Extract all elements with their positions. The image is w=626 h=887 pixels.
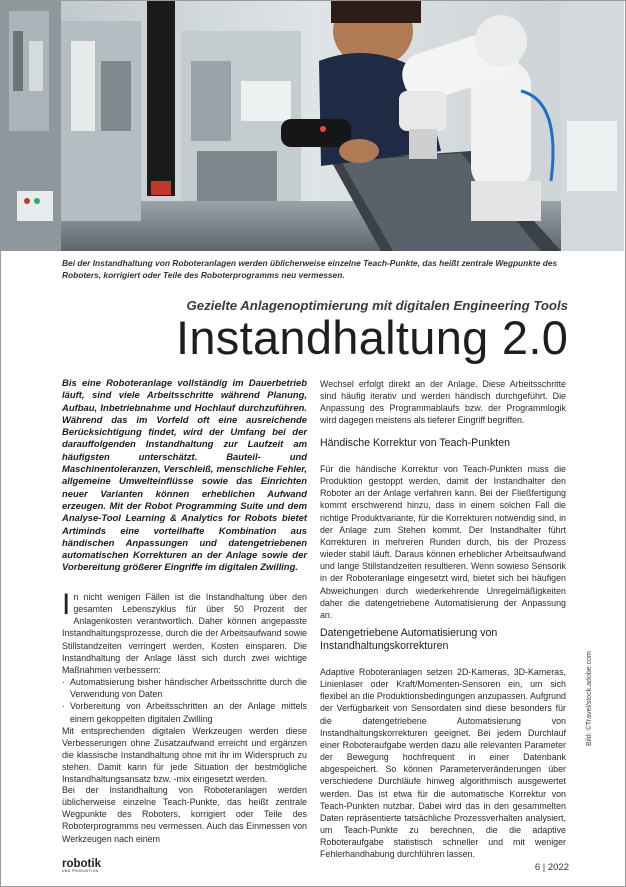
list-item: · Automatisierung bisher händischer Arbeitsschritte durch die Verwendung von Daten (62, 676, 307, 700)
image-credit: Bild: ©Travel/stock.adobe.com (586, 651, 593, 746)
right-top-paragraph: Wechsel erfolgt direkt an der Anlage. Diese Arbeitsschritte sind häufig iterativ und werden händisch durchgeführt. Die Anpassung des Programmablaufs bzw. der Programmlogik wird dagegen meistens als tieferer Eingriff begriffen. (320, 379, 566, 426)
drop-cap: I (62, 588, 71, 621)
magazine-logo (62, 859, 101, 874)
section-heading: Datengetriebene Automatisierung von Instandhaltungskorrekturen (320, 627, 498, 652)
logo-subtext: UND PRODUKTION (62, 869, 99, 873)
intro-text: n nicht wenigen Fällen ist die Instandhaltung über den gesamten Lebenszyklus für über 50 Prozent der Anlagenkosten verantwortlich. Daher können angepasste Instandhaltungsprozesse, durch die der Arbeitsaufwand sowie Stillstandzeiten verringert werden, Kosten einsparen. Die Instandhaltung der Anlage lässt sich durch zwei wichtige Maßnahmen verbessern: (62, 592, 307, 675)
list-item: · Vorbereitung von Arbeitsschritten an der Anlage mittels einem gekoppelten digitalen Zwilling (62, 700, 307, 724)
article-headline: Instandhaltung 2.0 (176, 311, 569, 364)
hero-illustration (1, 1, 624, 251)
section-heading: Händische Korrektur von Teach-Punkten (320, 437, 511, 449)
page-number: 6 | 2022 (534, 862, 569, 873)
logo-text: robotik (62, 858, 101, 870)
intro-after-text: Mit entsprechenden digitalen Werkzeugen werden diese Verbesserungen ohne Zusatzaufwand erreicht und ergänzen die klassische Instandhaltung ohne mit ihr im Widerspruch zu stehen. Damit kann für jede Situation der bestmögliche Instandhaltungsansatz bzw. -mix eingesetzt werden. (62, 725, 307, 785)
photo-caption: Bei der Instandhaltung von Roboteranlagen werden üblicherweise einzelne Teach-Punkte, das heißt zentrale Wegpunkte des Roboters, korrigiert oder Teile des Roboterprogramms neu vermessen. (62, 258, 558, 280)
article-kicker: Gezielte Anlagenoptimierung mit digitalen Engineering Tools (186, 298, 568, 313)
intro-paragraph (62, 588, 307, 786)
article-lead: Bis eine Roboteranlage vollständig im Dauerbetrieb läuft, sind viele Arbeitsschritte während Planung, Aufbau, Inbetriebnahme und Hochlauf durchzuführen. Während das im Vorfeld oft eine ausreichende Berücksichtigung findet, wird der Umfang bei der darauffolgenden Instandhaltung zur Laufzeit am häufigsten unterschätzt. Bauteil- und Maschinentoleranzen, Verschleiß, menschliche Fehler, allgemeine Umwelteinflüsse sowie das Einrichten neuer Varianten können erheblichen Aufwand erzeugen. Mit der Robot Programming Suite und dem Analyse-Tool Learning & Analytics for Robots bietet Artiminds eine vorteilhafte Kombination aus händischen Anpassungen und datengetriebenen automatischen Korrekturen an der Anlage sowie der Vorbereitung größerer Eingriffe im digitalen Zwilling. (62, 378, 307, 574)
left-bottom-paragraph: Bei der Instandhaltung von Roboteranlagen werden üblicherweise einzelne Teach-Punkte, das heißt zentrale Wegpunkte des Roboters, korrigiert oder Teile des Roboterprogramms neu vermessen. Auch das Einmessen von Werkzeugen nach einem (62, 785, 307, 844)
section-text: Adaptive Roboteranlagen setzen 2D-Kameras, 3D-Kameras, Linienlaser oder Kraft/Momenten-Sensoren ein, um sich flexibel an die Produktionsbedingungen anzupassen. Aufgrund der Verfügbarkeit von Sensordaten sind diese besonders für die datengetriebene Automatisierung von Instandhaltungskorrekturen geeignet. Bei jedem Durchlauf einer Roboteraufgabe werden dazu alle relevanten Parameter der Bewegung hochfrequent in einer Datenbank abgespeichert. So können Parameterveränderungen über verschiedene Durchläufe hinweg algorithmisch ausgewertet werden. Das ist etwa für die automatische Korrektur von Teach-Punkten nutzbar. Dabei wird das in den gesammelten Daten repräsentierte tatsächliche Prozessverhalten analysiert, um Teach-Punkte zu berechnen, die die adaptive Roboteraufgabe statistisch schneller und mit weniger Fehlerhandhabung durchführen lassen. (320, 667, 566, 860)
section-text: Für die händische Korrektur von Teach-Punkten muss die Produktion gestoppt werden, damit der Instandhalter den Roboter an der Anlage verfahren kann. Bei der Fließfertigung kommt erschwerend hinzu, dass in einem solchen Fall die richtige Produktvariante, für die Korrekturen notwendig sind, in der Anlage zum Stehen kommt. Der Instandhalter führt Korrekturen in mehreren Runden durch, bis der Prozess wieder stabil läuft. Daraus können erheblicher Arbeitsaufwand und lange Stillstandzeiten resultieren. Wenn sowieso Sensorik in der Roboteranlage eingesetzt wird, bietet sich bei häufigen Abweichungen durch wiederkehrende Unregelmäßigkeiten daher die datengetriebene Automatisierung der Anpassung an. (320, 464, 566, 620)
hero-photo (1, 1, 624, 251)
